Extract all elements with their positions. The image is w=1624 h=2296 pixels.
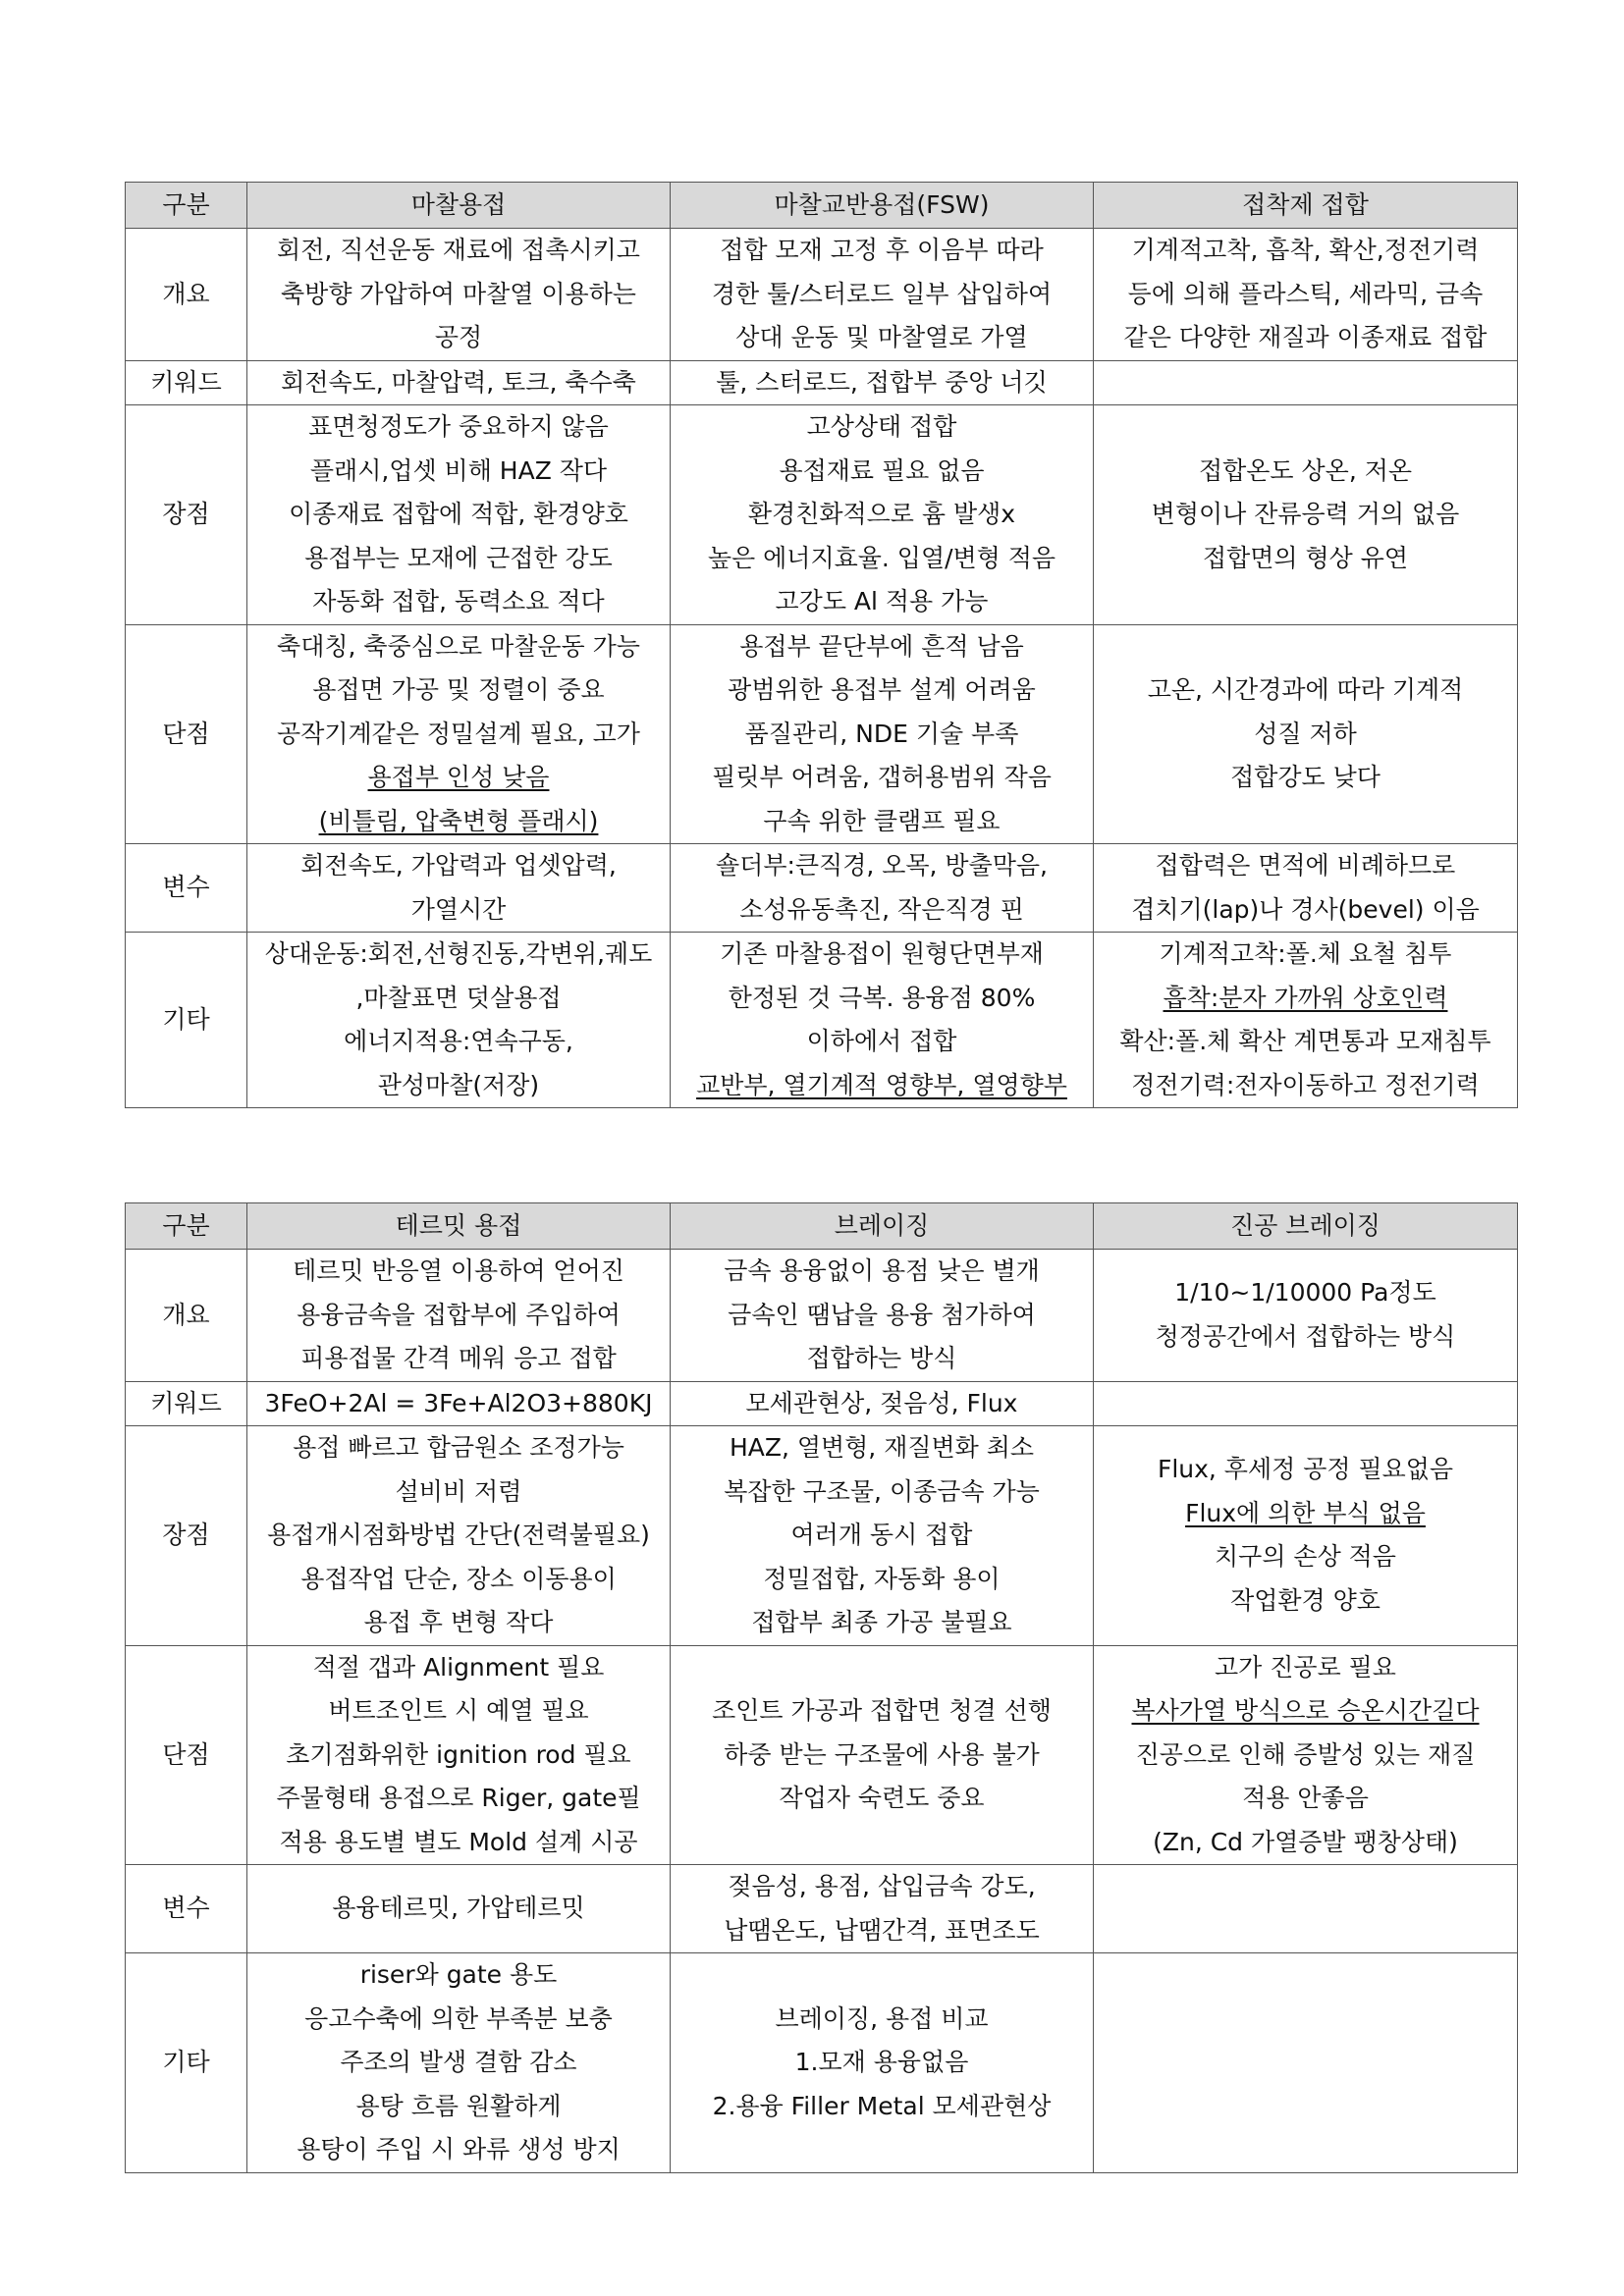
row-category: 개요 bbox=[126, 229, 247, 361]
row-category: 단점 bbox=[126, 1645, 247, 1865]
table-row bbox=[126, 933, 1518, 1108]
cell-line: 환경친화적으로 흄 발생x bbox=[747, 500, 1016, 528]
table-cell bbox=[247, 1953, 671, 2173]
cell-line: 응고수축에 의한 부족분 보충 bbox=[304, 2003, 613, 2033]
table-row bbox=[126, 624, 1518, 844]
cell-line: 여러개 동시 접합 bbox=[790, 1521, 973, 1549]
cell-line: riser와 gate 용도 bbox=[359, 1960, 558, 1989]
cell-line: 이종재료 접합에 적합, 환경양호 bbox=[289, 500, 628, 528]
table-cell bbox=[671, 1953, 1094, 2173]
row-category: 키워드 bbox=[126, 1381, 247, 1426]
cell-line: 접합 모재 고정 후 이음부 따라 bbox=[720, 236, 1044, 264]
cell-line: 복잡한 구조물, 이종금속 가능 bbox=[724, 1476, 1040, 1506]
table-cell bbox=[1094, 405, 1518, 625]
comparison-table-1 bbox=[125, 182, 1518, 1108]
cell-line: 성질 저하 bbox=[1254, 719, 1357, 748]
cell-line: 용접재료 필요 없음 bbox=[779, 455, 985, 485]
cell-line: 접합부 최종 가공 불필요 bbox=[751, 1608, 1012, 1636]
table-row bbox=[126, 1865, 1518, 1953]
cell-line: 고온, 시간경과에 따라 기계적 bbox=[1147, 675, 1464, 704]
cell-line: 확산:폴.체 확산 계면통과 모재침투 bbox=[1119, 1027, 1491, 1055]
cell-line: 납땜온도, 납땜간격, 표면조도 bbox=[724, 1915, 1040, 1945]
cell-line: 가열시간 bbox=[410, 894, 507, 924]
cell-line: 용접면 가공 및 정렬이 중요 bbox=[312, 675, 605, 704]
table1-header bbox=[126, 183, 1518, 229]
table-cell bbox=[1094, 933, 1518, 1108]
table-cell bbox=[671, 360, 1094, 405]
cell-line: 품질관리, NDE 기술 부족 bbox=[744, 719, 1019, 748]
cell-line: 접합력은 면적에 비례하므로 bbox=[1155, 851, 1456, 880]
cell-line: 접합강도 낮다 bbox=[1230, 763, 1380, 791]
table-row bbox=[126, 405, 1518, 625]
cell-line: 흡착:분자 가까워 상호인력 bbox=[1163, 983, 1448, 1012]
table2-body bbox=[126, 1250, 1518, 2173]
table-row bbox=[126, 844, 1518, 933]
table-cell bbox=[1094, 1865, 1518, 1953]
cell-line: 용접 후 변형 작다 bbox=[363, 1608, 554, 1636]
cell-line: 1/10~1/10000 Pa정도 bbox=[1174, 1278, 1436, 1308]
table-row bbox=[126, 1381, 1518, 1426]
header-cell: 브레이징 bbox=[671, 1203, 1094, 1250]
cell-line: 용융금속을 접합부에 주입하여 bbox=[297, 1300, 621, 1329]
table-cell bbox=[247, 405, 671, 625]
table-cell bbox=[1094, 624, 1518, 844]
cell-line: 광범위한 용접부 설계 어려움 bbox=[728, 675, 1036, 704]
cell-line: 공정 bbox=[434, 323, 483, 351]
cell-line: 교반부, 열기계적 영향부, 열영향부 bbox=[696, 1070, 1067, 1099]
cell-line: 기존 마찰용접이 원형단면부재 bbox=[720, 939, 1044, 968]
cell-line: 피용접물 간격 메워 응고 접합 bbox=[300, 1344, 617, 1372]
cell-line: 접합온도 상온, 저온 bbox=[1198, 455, 1413, 485]
row-category: 변수 bbox=[126, 1865, 247, 1953]
table-cell bbox=[671, 933, 1094, 1108]
table-cell bbox=[247, 360, 671, 405]
cell-line: 용접 빠르고 합금원소 조정가능 bbox=[293, 1433, 624, 1462]
cell-line: 고가 진공로 필요 bbox=[1215, 1652, 1396, 1682]
cell-line: 치구의 손상 적음 bbox=[1215, 1542, 1396, 1572]
header-cell: 테르밋 용접 bbox=[247, 1203, 671, 1250]
cell-line: 표면청정도가 중요하지 않음 bbox=[308, 412, 609, 441]
row-category: 변수 bbox=[126, 844, 247, 933]
cell-line: 용접부는 모재에 근접한 강도 bbox=[304, 543, 613, 572]
table-cell bbox=[247, 933, 671, 1108]
cell-line: 버트조인트 시 예열 필요 bbox=[328, 1696, 589, 1725]
cell-line: 정밀접합, 자동화 용이 bbox=[763, 1564, 1001, 1593]
cell-line: 주물형태 용접으로 Riger, gate필 bbox=[276, 1784, 641, 1812]
row-category: 기타 bbox=[126, 933, 247, 1108]
cell-line: 초기점화위한 ignition rod 필요 bbox=[286, 1739, 631, 1769]
table-row bbox=[126, 229, 1518, 361]
cell-line: 툴, 스터로드, 접합부 중앙 너깃 bbox=[716, 367, 1048, 397]
cell-line: 작업환경 양호 bbox=[1230, 1585, 1380, 1615]
header-cell: 구분 bbox=[126, 1203, 247, 1250]
table-cell bbox=[671, 1645, 1094, 1865]
cell-line: Flux에 의한 부식 없음 bbox=[1185, 1498, 1426, 1527]
table-cell bbox=[671, 1865, 1094, 1953]
header-cell: 구분 bbox=[126, 183, 247, 229]
table-cell bbox=[247, 229, 671, 361]
cell-line: 접합면의 형상 유연 bbox=[1202, 543, 1409, 572]
cell-line: 플래시,업셋 비해 HAZ 작다 bbox=[309, 455, 608, 485]
cell-line: 용접작업 단순, 장소 이동용이 bbox=[300, 1564, 617, 1593]
cell-line: 축방향 가압하여 마찰열 이용하는 bbox=[281, 279, 636, 308]
table-row bbox=[126, 1645, 1518, 1865]
table-cell bbox=[671, 1381, 1094, 1426]
cell-line: 회전속도, 마찰압력, 토크, 축수축 bbox=[281, 367, 636, 397]
table-cell bbox=[1094, 1426, 1518, 1646]
cell-line: 용탕 흐름 원활하게 bbox=[355, 2091, 562, 2120]
cell-line: 정전기력:전자이동하고 정전기력 bbox=[1131, 1070, 1480, 1099]
cell-line: 하중 받는 구조물에 사용 불가 bbox=[724, 1739, 1040, 1769]
table-cell bbox=[1094, 360, 1518, 405]
cell-line: 용융테르밋, 가압테르밋 bbox=[332, 1894, 585, 1923]
cell-line: 용접부 인성 낮음 bbox=[367, 763, 550, 791]
cell-line: 구속 위한 클램프 필요 bbox=[763, 806, 1001, 835]
table-row bbox=[126, 360, 1518, 405]
table-cell bbox=[671, 844, 1094, 933]
table2-header bbox=[126, 1203, 1518, 1250]
cell-line: 금속 용융없이 용점 낮은 별개 bbox=[724, 1256, 1040, 1285]
cell-line: Flux, 후세정 공정 필요없음 bbox=[1157, 1455, 1454, 1484]
header-cell: 마찰교반용접(FSW) bbox=[671, 183, 1094, 229]
cell-line: 소성유동촉진, 작은직경 핀 bbox=[739, 894, 1024, 924]
cell-line: 3FeO+2Al = 3Fe+Al2O3+880KJ bbox=[264, 1388, 653, 1417]
cell-line: 젖음성, 용점, 삽입금속 강도, bbox=[728, 1872, 1036, 1900]
cell-line: 고상상태 접합 bbox=[806, 412, 957, 441]
table-row bbox=[126, 1426, 1518, 1646]
cell-line: (Zn, Cd 가열증발 팽창상태) bbox=[1153, 1827, 1458, 1856]
table-cell bbox=[671, 1426, 1094, 1646]
cell-line: 복사가열 방식으로 승온시간길다 bbox=[1131, 1696, 1480, 1725]
cell-line: 모세관현상, 젖음성, Flux bbox=[745, 1388, 1018, 1417]
table-cell bbox=[1094, 1250, 1518, 1382]
cell-line: 공작기계같은 정밀설계 필요, 고가 bbox=[277, 719, 640, 748]
cell-line: 숄더부:큰직경, 오목, 방출막음, bbox=[716, 851, 1048, 880]
table-cell bbox=[671, 1250, 1094, 1382]
cell-line: 2.용융 Filler Metal 모세관현상 bbox=[712, 2091, 1052, 2120]
cell-line: 높은 에너지효율. 입열/변형 적음 bbox=[707, 543, 1056, 572]
cell-line: 작업자 숙련도 중요 bbox=[779, 1784, 985, 1812]
table-cell bbox=[247, 1250, 671, 1382]
cell-line: 상대운동:회전,선형진동,각변위,궤도 bbox=[264, 939, 653, 968]
cell-line: 주조의 발생 결함 감소 bbox=[340, 2048, 577, 2076]
cell-line: 이하에서 접합 bbox=[806, 1027, 957, 1055]
cell-line: 용접부 끝단부에 흔적 남음 bbox=[739, 631, 1024, 661]
table-row bbox=[126, 1250, 1518, 1382]
cell-line: 관성마찰(저장) bbox=[377, 1070, 540, 1099]
cell-line: 자동화 접합, 동력소요 적다 bbox=[312, 587, 605, 615]
row-category: 키워드 bbox=[126, 360, 247, 405]
comparison-table-2 bbox=[125, 1202, 1518, 2173]
cell-line: 접합하는 방식 bbox=[806, 1344, 957, 1372]
table-cell bbox=[247, 1426, 671, 1646]
cell-line: 적용 안좋음 bbox=[1242, 1784, 1369, 1812]
table-cell bbox=[1094, 229, 1518, 361]
row-category: 개요 bbox=[126, 1250, 247, 1382]
cell-line: 진공으로 인해 증발성 있는 재질 bbox=[1135, 1739, 1476, 1769]
cell-line: HAZ, 열변형, 재질변화 최소 bbox=[729, 1433, 1035, 1462]
cell-line: 겹치기(lap)나 경사(bevel) 이음 bbox=[1131, 894, 1480, 924]
cell-line: 청정공간에서 접합하는 방식 bbox=[1155, 1321, 1456, 1351]
cell-line: 같은 다양한 재질과 이종재료 접합 bbox=[1123, 323, 1488, 351]
cell-line: 금속인 땜납을 용융 첨가하여 bbox=[728, 1300, 1036, 1329]
table-cell bbox=[247, 624, 671, 844]
cell-line: 조인트 가공과 접합면 청결 선행 bbox=[712, 1696, 1052, 1725]
table-cell bbox=[247, 844, 671, 933]
header-cell: 진공 브레이징 bbox=[1094, 1203, 1518, 1250]
cell-line: 용탕이 주입 시 와류 생성 방지 bbox=[297, 2135, 621, 2163]
cell-line: 기계적고착:폴.체 요철 침투 bbox=[1159, 939, 1452, 968]
cell-line: 기계적고착, 흡착, 확산,정전기력 bbox=[1131, 236, 1480, 264]
cell-line: 테르밋 반응열 이용하여 얻어진 bbox=[293, 1256, 624, 1285]
cell-line: 1.모재 용융없음 bbox=[794, 2048, 969, 2076]
cell-line: 회전, 직선운동 재료에 접촉시키고 bbox=[277, 236, 640, 264]
table1-body bbox=[126, 229, 1518, 1108]
table-row bbox=[126, 1953, 1518, 2173]
cell-line: 축대칭, 축중심으로 마찰운동 가능 bbox=[277, 631, 640, 661]
table-cell bbox=[247, 1865, 671, 1953]
table-cell bbox=[1094, 1645, 1518, 1865]
table-cell bbox=[1094, 1953, 1518, 2173]
table-cell bbox=[671, 405, 1094, 625]
cell-line: 에너지적용:연속구동, bbox=[344, 1027, 573, 1055]
cell-line: 적용 용도별 별도 Mold 설계 시공 bbox=[279, 1827, 638, 1856]
table-cell bbox=[671, 624, 1094, 844]
cell-line: 브레이징, 용접 비교 bbox=[775, 2003, 989, 2033]
cell-line: 상대 운동 및 마찰열로 가열 bbox=[735, 323, 1028, 351]
header-cell: 마찰용접 bbox=[247, 183, 671, 229]
cell-line: 경한 툴/스터로드 일부 삽입하여 bbox=[711, 279, 1053, 308]
table-cell bbox=[1094, 1381, 1518, 1426]
header-cell: 접착제 접합 bbox=[1094, 183, 1518, 229]
table-cell bbox=[671, 229, 1094, 361]
cell-line: 회전속도, 가압력과 업셋압력, bbox=[300, 851, 617, 880]
row-category: 장점 bbox=[126, 405, 247, 625]
row-category: 기타 bbox=[126, 1953, 247, 2173]
cell-line: 등에 의해 플라스틱, 세라믹, 금속 bbox=[1127, 279, 1484, 308]
cell-line: 필릿부 어려움, 갭허용범위 작음 bbox=[712, 763, 1052, 791]
cell-line: 용접개시점화방법 간단(전력불필요) bbox=[267, 1521, 650, 1549]
cell-line: (비틀림, 압축변형 플래시) bbox=[318, 806, 599, 835]
cell-line: 설비비 저렴 bbox=[395, 1476, 522, 1506]
table-cell bbox=[247, 1381, 671, 1426]
cell-line: ,마찰표면 덧살용접 bbox=[355, 983, 562, 1012]
table-cell bbox=[1094, 844, 1518, 933]
row-category: 장점 bbox=[126, 1426, 247, 1646]
row-category: 단점 bbox=[126, 624, 247, 844]
cell-line: 적절 갭과 Alignment 필요 bbox=[312, 1652, 605, 1682]
table-cell bbox=[247, 1645, 671, 1865]
cell-line: 한정된 것 극복. 용융점 80% bbox=[728, 983, 1036, 1012]
cell-line: 고강도 Al 적용 가능 bbox=[775, 587, 989, 615]
cell-line: 변형이나 잔류응력 거의 없음 bbox=[1151, 500, 1460, 528]
